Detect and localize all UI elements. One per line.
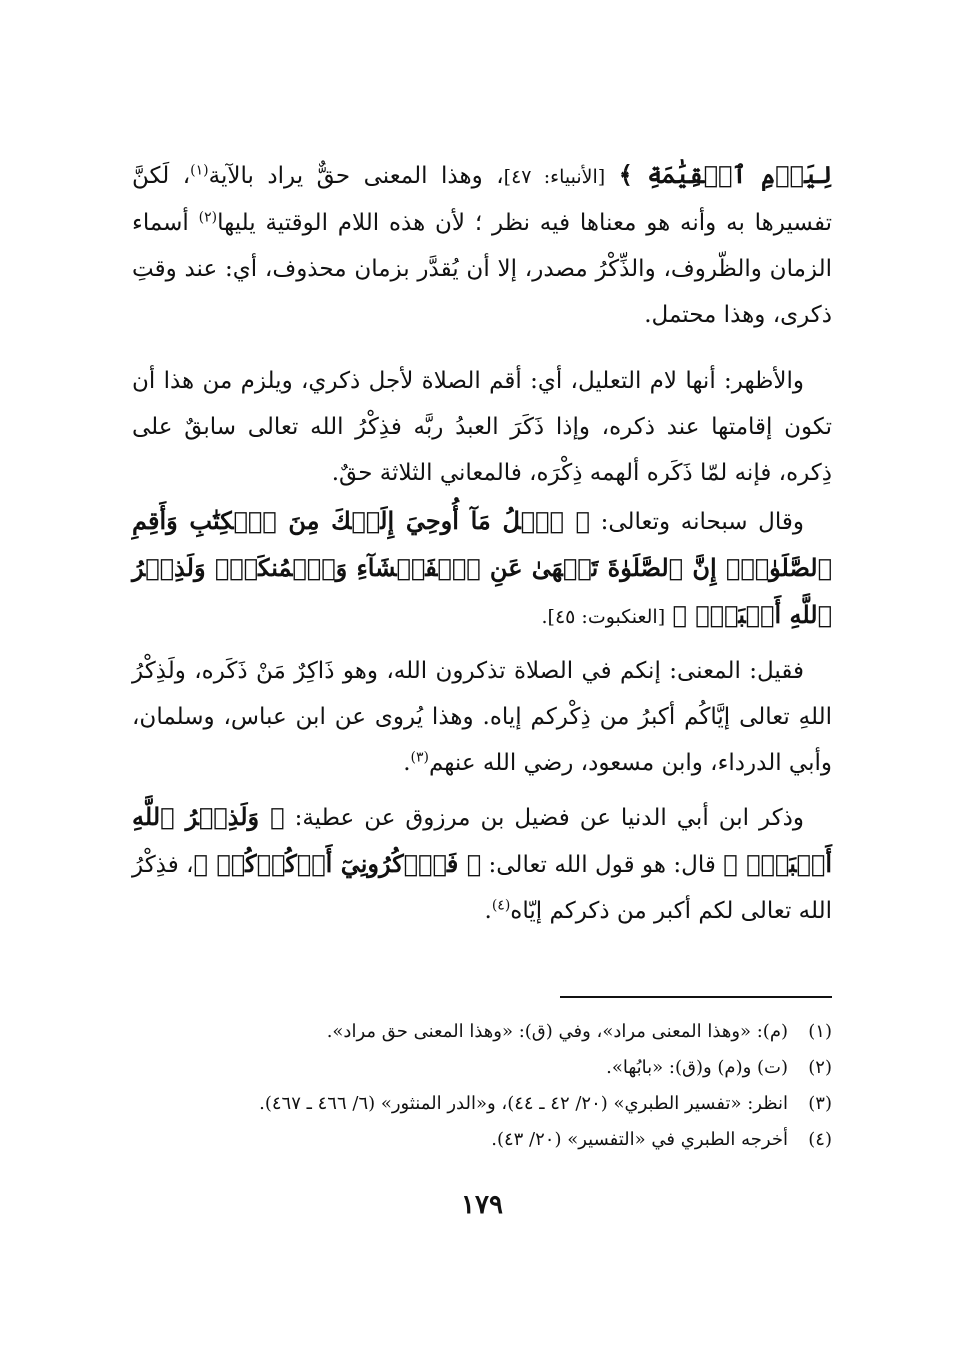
footnote-divider [560, 996, 832, 998]
quran-verse: ﴿ فَٱذۡكُرُونِيٓ أَذۡكُرۡكُمۡ ﴾ [193, 849, 482, 878]
footnote-4 [132, 1122, 832, 1158]
paragraph-text: وقال سبحانه وتعالى: [589, 509, 805, 535]
footnotes [132, 1014, 832, 1158]
paragraph-text: وذكر ابن أبي الدنيا عن فضيل بن مرزوق عن عطية: [284, 805, 805, 831]
footnote-number: (٣) [808, 1093, 832, 1114]
footnote-number: (٤) [808, 1129, 832, 1150]
paragraph-text: والأظهر: أنها لام التعليل، أي: أقم الصلاة لأجل ذكري، ويلزم من هذا أن تكون إقامتها عند ذكره، وإذا ذَكَرَ العبدُ ربَّه فذِكْرُ الله تعالى سابقٌ على ذِكره، فإنه لمّا ذَكَره ألهمه ذِكْرَه، فالمعاني الثلاثة حقٌ. [132, 368, 832, 486]
paragraph-3 [132, 498, 832, 640]
paragraph-4 [132, 648, 832, 786]
footnote-marker: (١) [190, 162, 209, 179]
paragraph-text: ، لَكنَّ تفسيرها به وأنه هو معناها فيه نظر ؛ لأن هذه اللام الوقتية يليها [132, 163, 832, 236]
footnote-text: أخرجه الطبري في «التفسير» (٢٠/ ٤٣). [491, 1129, 788, 1150]
paragraph-text: قال: هو قول الله تعالى: [481, 852, 724, 878]
verse-reference: [العنكبوت: ٤٥]. [541, 606, 666, 628]
paragraph-text: ، فذِكْرُ الله تعالى لكم أكبر من ذكركم إيّاه [132, 852, 832, 924]
paragraph-text: فقيل: المعنى: إنكم في الصلاة تذكرون الله، وهو ذَاكِرٌ مَنْ ذَكَره، ولَذِكْرُ اللهِ تعالى إيَّاكُم أكبرُ من ذِكْركم إياه. وهذا يُروى عن ابن عباس، وسلمان، وأبي الدرداء، وابن مسعود، رضي الله عنهم [132, 658, 832, 776]
footnote-marker: (٢) [198, 209, 218, 226]
paragraph-1 [132, 152, 832, 338]
footnote-2 [132, 1050, 832, 1086]
paragraph-text: أسماء الزمان والظّروف، والذِّكْرُ مصدر، إلا أن يُقدَّر بزمان محذوف، أي: عند وقتِ ذكرى، وهذا محتمل. [132, 210, 832, 328]
paragraph-end: . [484, 898, 492, 924]
verse-reference: [الأنبياء: ٤٧] [503, 166, 606, 188]
footnote-1 [132, 1014, 832, 1050]
footnote-marker: (٣) [410, 749, 429, 766]
footnote-marker: (٤) [491, 897, 511, 914]
footnote-number: (٢) [808, 1057, 832, 1078]
footnote-text: انظر: «تفسير الطبري» (٢٠/ ٤٢ ـ ٤٤)، و«الدر المنثور» (٦/ ٤٦٦ ـ ٤٦٧). [259, 1093, 788, 1114]
paragraph-2 [132, 358, 832, 496]
page-number: ١٧٩ [461, 1190, 503, 1220]
footnote-text: (م): «وهذا المعنى مراد»، وفي (ق): «وهذا المعنى حق مراد». [326, 1021, 788, 1042]
quran-fragment: لِيَوۡمِ ٱلۡقِيَٰمَةِ ﴾ [618, 160, 833, 189]
footnote-text: (ت) و(م) و(ق): «بابُها». [606, 1057, 788, 1078]
paragraph-text: ، وهذا المعنى حقٌّ يراد بالآية [208, 163, 504, 189]
quran-verse: ﴿ ٱتۡلُ مَآ أُوحِيَ إِلَيۡكَ مِنَ ٱلۡكِتَٰبِ وَأَقِمِ ٱلصَّلَوٰةَۖ إِنَّ ٱلصَّلَوٰةَ تَنۡهَىٰ عَنِ ٱلۡفَحۡشَآءِ وَٱلۡمُنكَرِۗ وَلَذِكۡرُ ٱللَّهِ أَكۡبَرُۗ ﴾ [132, 506, 832, 629]
paragraph-5 [132, 794, 832, 934]
paragraph-end: . [403, 750, 411, 776]
footnote-number: (١) [808, 1021, 832, 1042]
quran-verse: ﴿ وَلَذِكۡرُ ٱللَّهِ أَكۡبَرُۗ ﴾ [132, 802, 832, 878]
footnote-3 [132, 1086, 832, 1122]
